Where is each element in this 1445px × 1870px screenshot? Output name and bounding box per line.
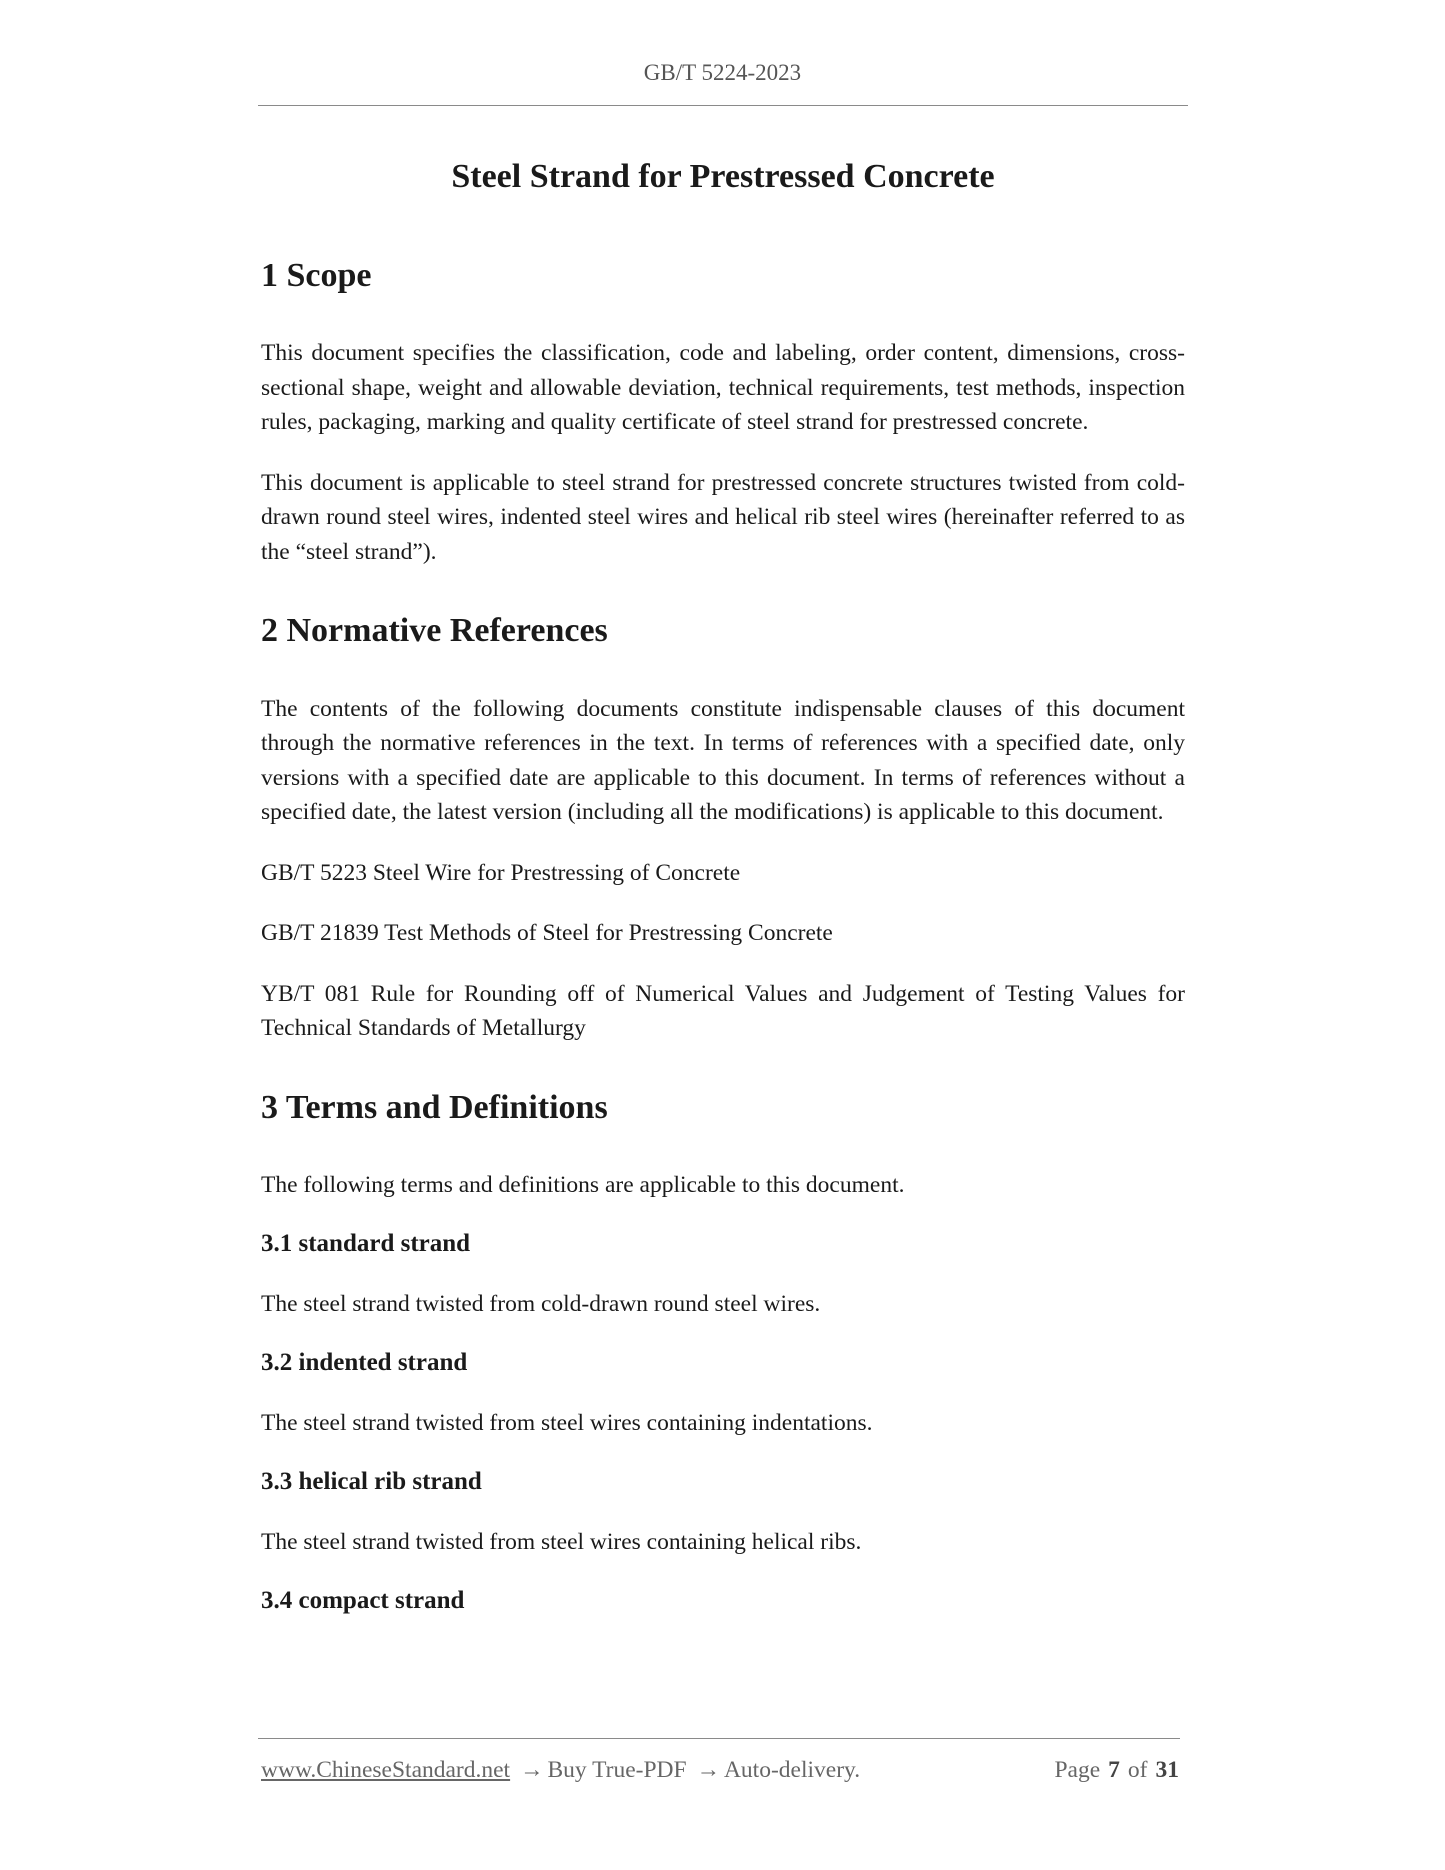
footer-divider xyxy=(258,1738,1180,1739)
page-total: 31 xyxy=(1155,1757,1179,1783)
scope-paragraph-2: This document is applicable to steel strand for prestressed concrete structures twisted from cold-drawn round steel wires, indented steel wires and helical rib steel wires (hereinafter referred to as the “steel strand”). xyxy=(261,469,1185,565)
reference-item: GB/T 21839 Test Methods of Steel for Prestressing Concrete xyxy=(261,920,833,947)
footer-promo xyxy=(261,1757,860,1784)
reference-item: GB/T 5223 Steel Wire for Prestressing of Concrete xyxy=(261,859,741,886)
page-indicator xyxy=(1054,1757,1179,1784)
term-title: 3.4 compact strand xyxy=(261,1587,465,1615)
document-body xyxy=(261,155,1185,1644)
scope-paragraph-1: This document specifies the classification, code and labeling, order content, dimensions, cross-sectional shape, weight and allowable deviation, technical requirements, test methods, inspection rules, packaging, marking and quality certificate of steel strand for prestressed concrete. xyxy=(261,340,1185,436)
header-divider xyxy=(258,105,1188,106)
section-heading-terms: 3 Terms and Definitions xyxy=(261,1088,608,1126)
page-label: Page xyxy=(1054,1757,1101,1783)
section-heading-normative-references: 2 Normative References xyxy=(261,612,608,650)
arrow-right-icon: → xyxy=(519,1757,544,1783)
document-title: Steel Strand for Prestressed Concrete xyxy=(451,158,995,195)
buy-pdf-text: Buy True-PDF xyxy=(547,1757,687,1783)
reference-item: YB/T 081 Rule for Rounding off of Numerical Values and Judgement of Testing Values for Technical Standards of Metallurgy xyxy=(261,980,1185,1042)
of-label: of xyxy=(1127,1757,1148,1783)
term-title: 3.2 indented strand xyxy=(261,1349,468,1377)
page-current: 7 xyxy=(1108,1757,1120,1783)
header-standard-code: GB/T 5224-2023 xyxy=(643,60,802,85)
normative-paragraph: The contents of the following documents constitute indispensable clauses of this document through the normative references in the text. In terms of references with a specified date, only versions with a specified date are applicable to this document. In terms of references without a specified date, the latest version (including all the modifications) is applicable to this document. xyxy=(261,695,1185,826)
website-link[interactable]: www.ChineseStandard.net xyxy=(261,1757,511,1783)
auto-delivery-text: Auto-delivery. xyxy=(723,1757,861,1783)
section-heading-scope: 1 Scope xyxy=(261,257,372,295)
term-title: 3.3 helical rib strand xyxy=(261,1468,482,1496)
arrow-right-icon: → xyxy=(696,1757,720,1783)
term-definition: The steel strand twisted from cold-drawn round steel wires. xyxy=(261,1290,821,1317)
term-definition: The steel strand twisted from steel wires containing indentations. xyxy=(261,1409,873,1436)
term-title: 3.1 standard strand xyxy=(261,1230,471,1258)
terms-intro: The following terms and definitions are applicable to this document. xyxy=(261,1171,905,1198)
term-definition: The steel strand twisted from steel wires containing helical ribs. xyxy=(261,1528,862,1555)
